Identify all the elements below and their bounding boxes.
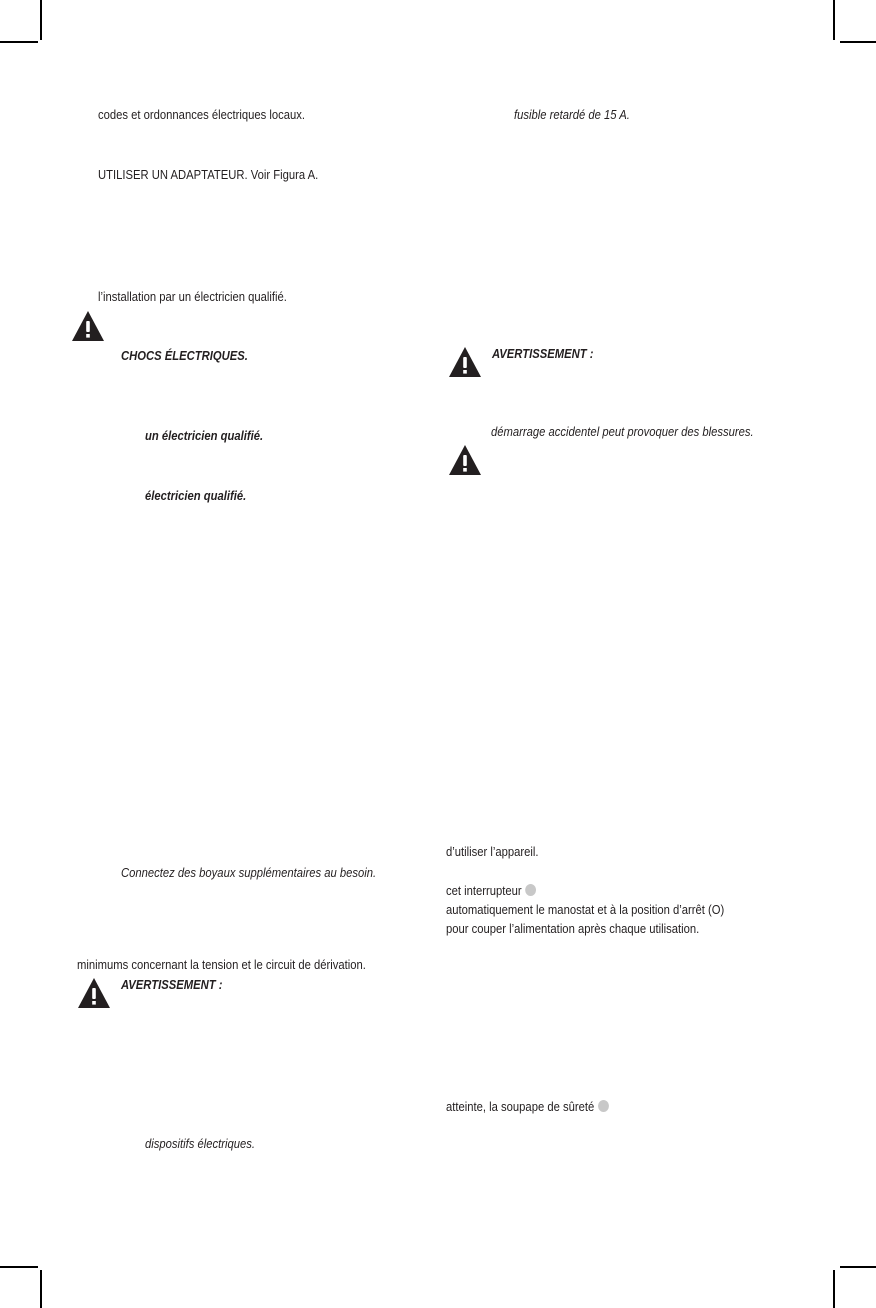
warning-triangle-icon <box>448 444 482 476</box>
switch-text: cet interrupteur <box>446 884 522 898</box>
text-line <box>446 882 536 900</box>
text-line: UTILISER UN ADAPTATEUR. Voir Figura A. <box>98 168 319 182</box>
text-line: minimums concernant la tension et le circuit de dérivation. <box>77 958 366 972</box>
crop-mark <box>40 1270 42 1308</box>
warning-heading: AVERTISSEMENT : <box>121 978 223 992</box>
text-line: Connectez des boyaux supplémentaires au besoin. <box>121 866 377 880</box>
crop-mark <box>840 1266 876 1268</box>
crop-mark <box>840 41 876 43</box>
text-line: d’utiliser l’appareil. <box>446 845 539 859</box>
callout-dot <box>598 1100 609 1112</box>
crop-mark <box>40 0 42 40</box>
text-line: l’installation par un électricien qualifié. <box>98 290 287 304</box>
crop-mark <box>0 1266 38 1268</box>
text-line <box>446 1098 609 1116</box>
crop-mark <box>833 0 835 40</box>
callout-dot <box>525 884 536 896</box>
text-line: dispositifs électriques. <box>145 1137 256 1151</box>
warning-heading: AVERTISSEMENT : <box>492 347 594 361</box>
text-line: pour couper l’alimentation après chaque utilisation. <box>446 922 700 936</box>
valve-text: atteinte, la soupape de sûreté <box>446 1100 595 1114</box>
warning-triangle-icon <box>77 977 111 1009</box>
text-line: un électricien qualifié. <box>145 429 264 443</box>
crop-mark <box>833 1270 835 1308</box>
crop-mark <box>0 41 38 43</box>
warning-heading: CHOCS ÉLECTRIQUES. <box>121 349 248 363</box>
text-line: automatiquement le manostat et à la position d’arrêt (O) <box>446 903 725 917</box>
text-line: codes et ordonnances électriques locaux. <box>98 108 306 122</box>
warning-triangle-icon <box>448 346 482 378</box>
text-line: démarrage accidentel peut provoquer des blessures. <box>491 425 754 439</box>
text-line: fusible retardé de 15 A. <box>514 108 630 122</box>
warning-triangle-icon <box>71 310 105 342</box>
text-line: électricien qualifié. <box>145 489 247 503</box>
